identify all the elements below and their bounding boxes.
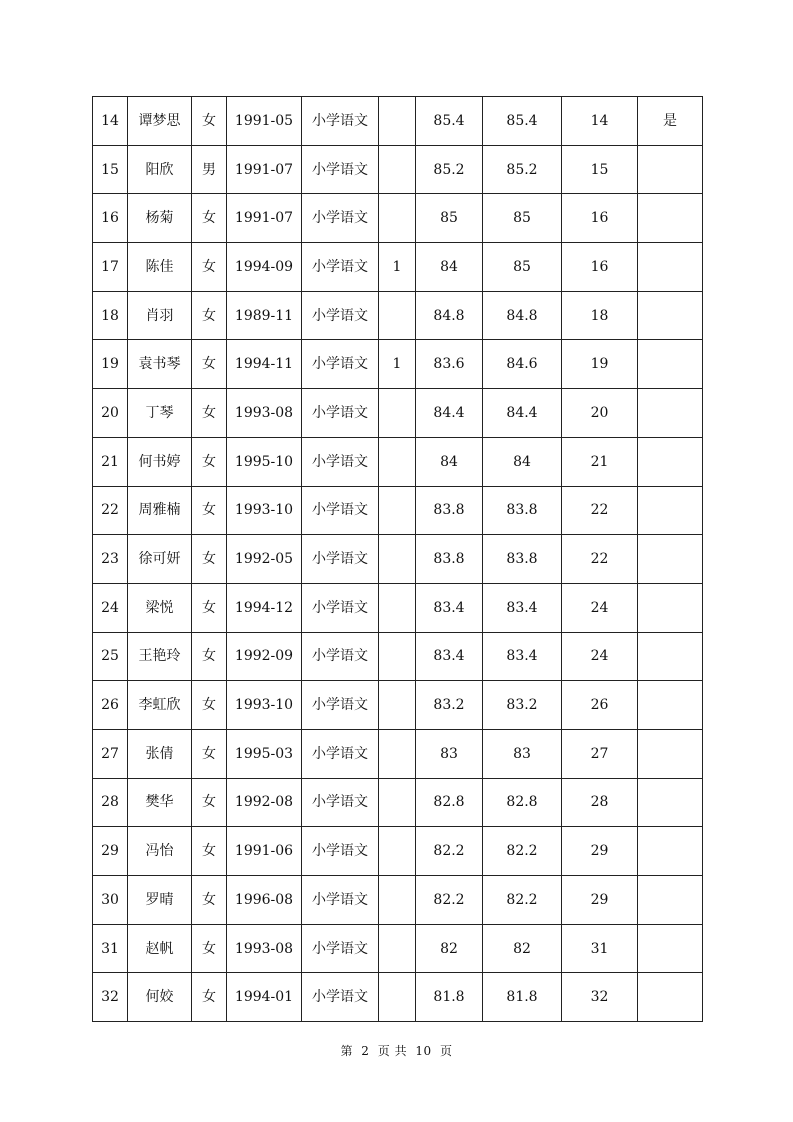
rank-cell: 31 xyxy=(562,924,638,973)
remark-cell xyxy=(638,535,703,584)
birth-cell: 1993-08 xyxy=(227,924,302,973)
score-cell: 84.4 xyxy=(416,389,483,438)
birth-cell: 1989-11 xyxy=(227,291,302,340)
rank-cell: 22 xyxy=(562,486,638,535)
name-cell: 周雅楠 xyxy=(128,486,192,535)
index-cell: 16 xyxy=(93,194,128,243)
table-row xyxy=(93,924,703,973)
subject-cell: 小学语文 xyxy=(302,681,379,730)
bonus-cell xyxy=(379,632,416,681)
table-row xyxy=(93,876,703,925)
bonus-cell xyxy=(379,876,416,925)
remark-cell xyxy=(638,145,703,194)
total-cell: 83.8 xyxy=(483,535,562,584)
total-cell: 84.8 xyxy=(483,291,562,340)
gender-cell: 女 xyxy=(192,243,227,292)
bonus-cell: 1 xyxy=(379,243,416,292)
rank-cell: 24 xyxy=(562,632,638,681)
score-cell: 82.2 xyxy=(416,876,483,925)
table-row xyxy=(93,97,703,146)
subject-cell: 小学语文 xyxy=(302,389,379,438)
gender-cell: 女 xyxy=(192,778,227,827)
table-row xyxy=(93,583,703,632)
gender-cell: 女 xyxy=(192,340,227,389)
total-cell: 83.4 xyxy=(483,583,562,632)
score-cell: 83.2 xyxy=(416,681,483,730)
score-cell: 84 xyxy=(416,243,483,292)
bonus-cell: 1 xyxy=(379,340,416,389)
name-cell: 何书婷 xyxy=(128,437,192,486)
remark-cell xyxy=(638,876,703,925)
rank-cell: 21 xyxy=(562,437,638,486)
index-cell: 29 xyxy=(93,827,128,876)
page-footer xyxy=(0,1042,793,1059)
birth-cell: 1993-10 xyxy=(227,681,302,730)
remark-cell xyxy=(638,437,703,486)
birth-cell: 1992-09 xyxy=(227,632,302,681)
remark-cell: 是 xyxy=(638,97,703,146)
remark-cell xyxy=(638,194,703,243)
rank-cell: 18 xyxy=(562,291,638,340)
name-cell: 阳欣 xyxy=(128,145,192,194)
gender-cell: 女 xyxy=(192,583,227,632)
gender-cell: 女 xyxy=(192,535,227,584)
rank-cell: 24 xyxy=(562,583,638,632)
subject-cell: 小学语文 xyxy=(302,973,379,1022)
remark-cell xyxy=(638,681,703,730)
subject-cell: 小学语文 xyxy=(302,778,379,827)
remark-cell xyxy=(638,340,703,389)
index-cell: 27 xyxy=(93,729,128,778)
remark-cell xyxy=(638,486,703,535)
birth-cell: 1994-11 xyxy=(227,340,302,389)
total-cell: 84.4 xyxy=(483,389,562,438)
birth-cell: 1995-03 xyxy=(227,729,302,778)
gender-cell: 女 xyxy=(192,973,227,1022)
subject-cell: 小学语文 xyxy=(302,827,379,876)
gender-cell: 女 xyxy=(192,389,227,438)
rank-cell: 20 xyxy=(562,389,638,438)
rank-cell: 26 xyxy=(562,681,638,730)
total-cell: 82.2 xyxy=(483,876,562,925)
birth-cell: 1994-12 xyxy=(227,583,302,632)
index-cell: 32 xyxy=(93,973,128,1022)
table-row xyxy=(93,729,703,778)
index-cell: 22 xyxy=(93,486,128,535)
subject-cell: 小学语文 xyxy=(302,486,379,535)
index-cell: 28 xyxy=(93,778,128,827)
total-cell: 83 xyxy=(483,729,562,778)
bonus-cell xyxy=(379,437,416,486)
total-cell: 82 xyxy=(483,924,562,973)
score-cell: 83.8 xyxy=(416,535,483,584)
gender-cell: 女 xyxy=(192,291,227,340)
subject-cell: 小学语文 xyxy=(302,437,379,486)
remark-cell xyxy=(638,632,703,681)
rank-cell: 15 xyxy=(562,145,638,194)
name-cell: 袁书琴 xyxy=(128,340,192,389)
birth-cell: 1996-08 xyxy=(227,876,302,925)
name-cell: 梁悦 xyxy=(128,583,192,632)
remark-cell xyxy=(638,291,703,340)
rank-cell: 29 xyxy=(562,876,638,925)
rank-cell: 16 xyxy=(562,243,638,292)
subject-cell: 小学语文 xyxy=(302,340,379,389)
table-row xyxy=(93,632,703,681)
birth-cell: 1991-06 xyxy=(227,827,302,876)
birth-cell: 1993-10 xyxy=(227,486,302,535)
total-cell: 84 xyxy=(483,437,562,486)
subject-cell: 小学语文 xyxy=(302,632,379,681)
table-row xyxy=(93,437,703,486)
rank-cell: 29 xyxy=(562,827,638,876)
bonus-cell xyxy=(379,389,416,438)
name-cell: 何姣 xyxy=(128,973,192,1022)
gender-cell: 女 xyxy=(192,632,227,681)
bonus-cell xyxy=(379,291,416,340)
remark-cell xyxy=(638,924,703,973)
birth-cell: 1991-07 xyxy=(227,194,302,243)
index-cell: 18 xyxy=(93,291,128,340)
remark-cell xyxy=(638,973,703,1022)
table-row xyxy=(93,681,703,730)
gender-cell: 女 xyxy=(192,97,227,146)
results-table xyxy=(92,96,703,1022)
subject-cell: 小学语文 xyxy=(302,291,379,340)
name-cell: 王艳玲 xyxy=(128,632,192,681)
score-cell: 83.8 xyxy=(416,486,483,535)
index-cell: 14 xyxy=(93,97,128,146)
footer-middle: 页 共 xyxy=(377,1044,408,1058)
name-cell: 陈佳 xyxy=(128,243,192,292)
rank-cell: 16 xyxy=(562,194,638,243)
total-cell: 85.2 xyxy=(483,145,562,194)
table-body xyxy=(93,97,703,1022)
table-row xyxy=(93,340,703,389)
name-cell: 丁琴 xyxy=(128,389,192,438)
name-cell: 徐可妍 xyxy=(128,535,192,584)
gender-cell: 女 xyxy=(192,729,227,778)
name-cell: 谭梦思 xyxy=(128,97,192,146)
gender-cell: 女 xyxy=(192,437,227,486)
total-cell: 83.4 xyxy=(483,632,562,681)
rank-cell: 28 xyxy=(562,778,638,827)
table-row xyxy=(93,486,703,535)
table-row xyxy=(93,291,703,340)
score-cell: 85.2 xyxy=(416,145,483,194)
bonus-cell xyxy=(379,729,416,778)
bonus-cell xyxy=(379,681,416,730)
bonus-cell xyxy=(379,778,416,827)
footer-total-pages: 10 xyxy=(415,1044,432,1058)
bonus-cell xyxy=(379,535,416,584)
total-cell: 85 xyxy=(483,243,562,292)
index-cell: 19 xyxy=(93,340,128,389)
name-cell: 杨菊 xyxy=(128,194,192,243)
subject-cell: 小学语文 xyxy=(302,729,379,778)
total-cell: 83.2 xyxy=(483,681,562,730)
bonus-cell xyxy=(379,145,416,194)
total-cell: 81.8 xyxy=(483,973,562,1022)
subject-cell: 小学语文 xyxy=(302,583,379,632)
score-cell: 85.4 xyxy=(416,97,483,146)
gender-cell: 女 xyxy=(192,194,227,243)
birth-cell: 1991-05 xyxy=(227,97,302,146)
score-cell: 85 xyxy=(416,194,483,243)
rank-cell: 14 xyxy=(562,97,638,146)
remark-cell xyxy=(638,778,703,827)
index-cell: 24 xyxy=(93,583,128,632)
gender-cell: 女 xyxy=(192,486,227,535)
table-row xyxy=(93,778,703,827)
birth-cell: 1994-01 xyxy=(227,973,302,1022)
subject-cell: 小学语文 xyxy=(302,535,379,584)
rank-cell: 32 xyxy=(562,973,638,1022)
index-cell: 15 xyxy=(93,145,128,194)
remark-cell xyxy=(638,827,703,876)
birth-cell: 1992-08 xyxy=(227,778,302,827)
total-cell: 83.8 xyxy=(483,486,562,535)
remark-cell xyxy=(638,729,703,778)
birth-cell: 1995-10 xyxy=(227,437,302,486)
index-cell: 23 xyxy=(93,535,128,584)
total-cell: 82.8 xyxy=(483,778,562,827)
subject-cell: 小学语文 xyxy=(302,194,379,243)
total-cell: 82.2 xyxy=(483,827,562,876)
table-row xyxy=(93,145,703,194)
index-cell: 17 xyxy=(93,243,128,292)
score-cell: 82.8 xyxy=(416,778,483,827)
name-cell: 罗晴 xyxy=(128,876,192,925)
bonus-cell xyxy=(379,973,416,1022)
gender-cell: 女 xyxy=(192,924,227,973)
bonus-cell xyxy=(379,924,416,973)
bonus-cell xyxy=(379,486,416,535)
table-row xyxy=(93,973,703,1022)
birth-cell: 1993-08 xyxy=(227,389,302,438)
name-cell: 樊华 xyxy=(128,778,192,827)
gender-cell: 女 xyxy=(192,827,227,876)
table-row xyxy=(93,389,703,438)
birth-cell: 1994-09 xyxy=(227,243,302,292)
name-cell: 赵帆 xyxy=(128,924,192,973)
index-cell: 20 xyxy=(93,389,128,438)
bonus-cell xyxy=(379,194,416,243)
birth-cell: 1992-05 xyxy=(227,535,302,584)
table-row xyxy=(93,535,703,584)
remark-cell xyxy=(638,389,703,438)
gender-cell: 女 xyxy=(192,876,227,925)
table-row xyxy=(93,243,703,292)
table-row xyxy=(93,827,703,876)
score-cell: 84 xyxy=(416,437,483,486)
subject-cell: 小学语文 xyxy=(302,243,379,292)
name-cell: 张倩 xyxy=(128,729,192,778)
name-cell: 冯怡 xyxy=(128,827,192,876)
footer-suffix: 页 xyxy=(440,1044,453,1058)
subject-cell: 小学语文 xyxy=(302,924,379,973)
gender-cell: 女 xyxy=(192,681,227,730)
score-cell: 82 xyxy=(416,924,483,973)
index-cell: 31 xyxy=(93,924,128,973)
gender-cell: 男 xyxy=(192,145,227,194)
score-cell: 83.4 xyxy=(416,632,483,681)
name-cell: 李虹欣 xyxy=(128,681,192,730)
index-cell: 26 xyxy=(93,681,128,730)
total-cell: 84.6 xyxy=(483,340,562,389)
birth-cell: 1991-07 xyxy=(227,145,302,194)
name-cell: 肖羽 xyxy=(128,291,192,340)
score-cell: 84.8 xyxy=(416,291,483,340)
remark-cell xyxy=(638,583,703,632)
footer-page-number: 2 xyxy=(361,1044,370,1058)
index-cell: 25 xyxy=(93,632,128,681)
bonus-cell xyxy=(379,97,416,146)
score-cell: 83 xyxy=(416,729,483,778)
score-cell: 81.8 xyxy=(416,973,483,1022)
subject-cell: 小学语文 xyxy=(302,97,379,146)
bonus-cell xyxy=(379,827,416,876)
score-cell: 83.6 xyxy=(416,340,483,389)
rank-cell: 27 xyxy=(562,729,638,778)
subject-cell: 小学语文 xyxy=(302,145,379,194)
index-cell: 30 xyxy=(93,876,128,925)
rank-cell: 22 xyxy=(562,535,638,584)
rank-cell: 19 xyxy=(562,340,638,389)
footer-prefix: 第 xyxy=(340,1044,353,1058)
subject-cell: 小学语文 xyxy=(302,876,379,925)
table-row xyxy=(93,194,703,243)
score-cell: 82.2 xyxy=(416,827,483,876)
score-cell: 83.4 xyxy=(416,583,483,632)
remark-cell xyxy=(638,243,703,292)
bonus-cell xyxy=(379,583,416,632)
index-cell: 21 xyxy=(93,437,128,486)
total-cell: 85 xyxy=(483,194,562,243)
total-cell: 85.4 xyxy=(483,97,562,146)
